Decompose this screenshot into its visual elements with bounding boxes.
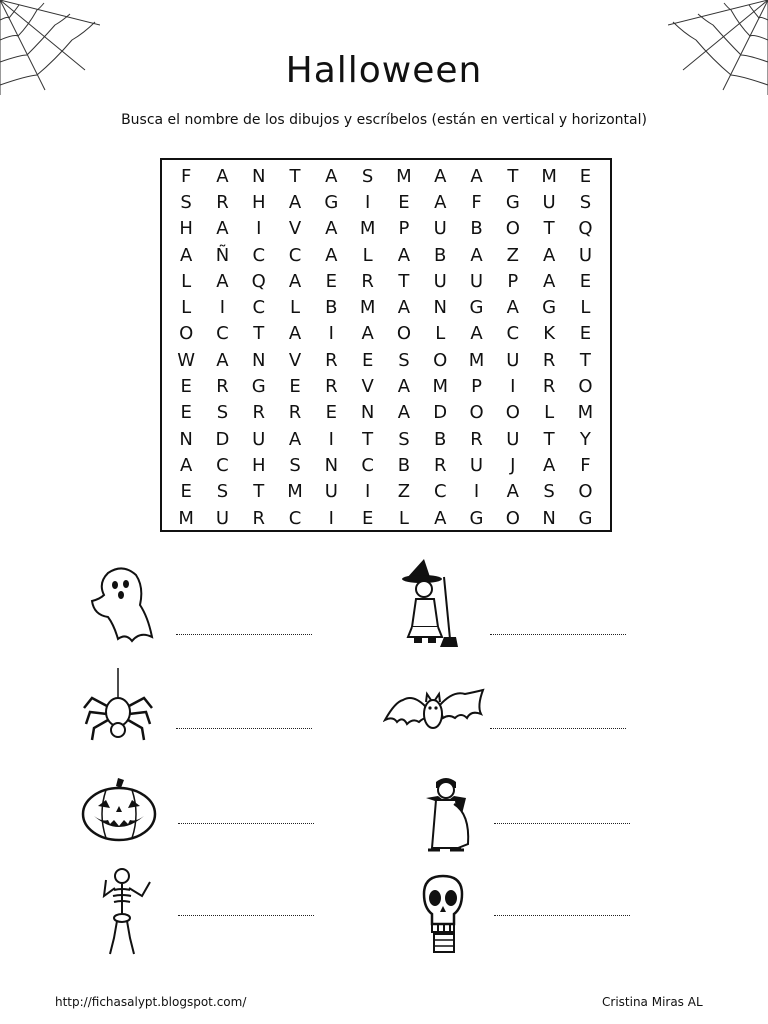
grid-cell[interactable]: Ñ (215, 244, 230, 266)
grid-cell[interactable]: A (216, 218, 229, 240)
grid-cell[interactable]: I (473, 481, 480, 503)
vampire-icon (418, 774, 474, 856)
grid-cell[interactable]: O (578, 376, 593, 398)
grid-cell[interactable]: L (580, 297, 591, 319)
grid-cell[interactable]: I (364, 191, 371, 213)
grid-cell[interactable]: W (177, 349, 196, 371)
grid-cell[interactable]: S (216, 402, 229, 424)
grid-cell[interactable]: I (510, 376, 516, 398)
grid-cell[interactable]: B (470, 218, 483, 240)
grid-cell[interactable]: N (179, 428, 193, 450)
grid-cell[interactable]: E (180, 402, 192, 424)
grid-cell[interactable]: T (398, 270, 410, 292)
grid-cell[interactable]: M (178, 507, 194, 529)
grid-cell[interactable]: H (251, 191, 266, 213)
grid-cell[interactable]: B (434, 244, 447, 266)
grid-cell[interactable]: O (505, 507, 520, 529)
grid-cell[interactable]: C (216, 323, 229, 345)
grid-cell[interactable]: L (181, 297, 192, 319)
grid-cell[interactable]: T (543, 428, 555, 450)
grid-row (168, 163, 606, 189)
grid-cell[interactable]: A (397, 402, 411, 424)
grid-cell[interactable]: U (542, 191, 556, 213)
answer-line-spider[interactable] (176, 728, 312, 729)
grid-row (168, 400, 606, 426)
grid-cell[interactable]: P (507, 270, 519, 292)
grid-cell[interactable]: E (361, 507, 374, 529)
grid-cell[interactable]: B (397, 454, 411, 476)
grid-cell[interactable]: V (288, 349, 302, 371)
grid-cell[interactable]: A (470, 323, 483, 345)
grid-cell[interactable]: R (325, 349, 338, 371)
grid-cell[interactable]: L (290, 297, 301, 319)
grid-cell[interactable]: O (396, 323, 412, 345)
grid-cell[interactable]: A (434, 191, 447, 213)
grid-cell[interactable]: C (506, 323, 520, 345)
instructions: Busca el nombre de los dibujos y escríbelos (están en vertical y horizontal) (121, 112, 647, 128)
grid-cell[interactable]: A (179, 244, 193, 266)
grid-cell[interactable]: C (288, 244, 302, 266)
grid-cell[interactable]: A (542, 244, 556, 266)
grid-cell[interactable]: A (216, 349, 229, 371)
answer-line-skeleton[interactable] (178, 915, 314, 916)
grid-cell[interactable]: G (469, 297, 484, 319)
grid-cell[interactable]: I (364, 481, 371, 503)
grid-cell[interactable]: C (252, 244, 266, 266)
grid-cell[interactable]: D (433, 402, 448, 424)
grid-cell[interactable]: M (468, 349, 485, 371)
grid-cell[interactable]: I (328, 507, 334, 529)
grid-row (168, 452, 606, 478)
grid-cell[interactable]: C (252, 297, 266, 319)
grid-cell[interactable]: D (215, 428, 230, 450)
grid-cell[interactable]: L (181, 270, 192, 292)
grid-cell[interactable]: M (287, 481, 303, 503)
witch-icon (396, 557, 460, 649)
grid-row (168, 426, 606, 452)
grid-cell[interactable]: E (579, 323, 592, 345)
grid-cell[interactable]: L (435, 323, 446, 345)
grid-cell[interactable]: V (361, 376, 374, 398)
grid-cell[interactable]: A (542, 454, 556, 476)
grid-cell[interactable]: A (361, 323, 374, 345)
grid-cell[interactable]: V (288, 218, 302, 240)
grid-row (168, 347, 606, 373)
word-search-grid (160, 158, 612, 532)
grid-cell[interactable]: S (543, 481, 555, 503)
footer-author: Cristina Miras AL (602, 995, 703, 1009)
grid-cell[interactable]: R (542, 376, 556, 398)
answer-line-witch[interactable] (490, 634, 626, 635)
grid-cell[interactable]: N (324, 454, 339, 476)
grid-row (168, 189, 606, 215)
grid-cell[interactable]: S (216, 481, 229, 503)
grid-cell[interactable]: S (398, 428, 410, 450)
grid-cell[interactable]: K (543, 323, 556, 345)
grid-cell[interactable]: J (510, 454, 516, 476)
grid-cell[interactable]: T (579, 349, 591, 371)
grid-cell[interactable]: E (579, 165, 592, 187)
grid-cell[interactable]: N (433, 297, 447, 319)
grid-cell[interactable]: O (578, 481, 593, 503)
grid-cell[interactable]: A (288, 323, 302, 345)
grid-cell[interactable]: P (471, 376, 482, 398)
grid-cell[interactable]: U (433, 218, 447, 240)
grid-cell[interactable]: T (507, 165, 519, 187)
grid-cell[interactable]: E (289, 376, 301, 398)
grid-cell[interactable]: R (216, 191, 229, 213)
grid-cell[interactable]: S (289, 454, 301, 476)
grid-cell[interactable]: A (288, 270, 302, 292)
footer-url[interactable]: http://fichasalypt.blogspot.com/ (55, 995, 247, 1009)
answer-line-skull[interactable] (494, 915, 630, 916)
grid-cell[interactable]: R (470, 428, 483, 450)
grid-cell[interactable]: A (434, 165, 447, 187)
grid-cell[interactable]: T (543, 218, 555, 240)
grid-cell[interactable]: T (253, 323, 265, 345)
grid-cell[interactable]: C (433, 481, 447, 503)
answer-line-bat[interactable] (490, 728, 626, 729)
grid-row (168, 505, 606, 531)
page-title: Halloween (285, 50, 483, 91)
grid-row (168, 321, 606, 347)
grid-cell[interactable]: M (577, 402, 594, 424)
answer-line-pumpkin[interactable] (178, 823, 314, 824)
grid-cell[interactable]: A (470, 244, 483, 266)
grid-cell[interactable]: A (288, 428, 302, 450)
grid-cell[interactable]: O (505, 402, 520, 424)
grid-cell[interactable]: A (179, 454, 193, 476)
pumpkin-icon (80, 776, 158, 842)
grid-cell[interactable]: G (469, 507, 484, 529)
grid-row (168, 268, 606, 294)
grid-cell[interactable]: M (432, 376, 448, 398)
grid-cell[interactable]: L (398, 507, 409, 529)
grid-cell[interactable]: A (434, 507, 447, 529)
grid-cell[interactable]: A (506, 297, 519, 319)
grid-cell[interactable]: A (216, 165, 229, 187)
grid-cell[interactable]: A (216, 270, 229, 292)
bat-icon (383, 686, 485, 742)
grid-row (168, 479, 606, 505)
grid-cell[interactable]: B (325, 297, 338, 319)
grid-cell[interactable]: U (215, 507, 230, 529)
skeleton-icon (100, 866, 160, 958)
grid-cell[interactable]: R (216, 376, 229, 398)
grid-cell[interactable]: A (542, 270, 556, 292)
grid-cell[interactable]: F (180, 165, 192, 187)
grid-cell[interactable]: M (359, 218, 376, 240)
grid-cell[interactable]: I (328, 428, 334, 450)
grid-cell[interactable]: F (580, 454, 591, 476)
grid-cell[interactable]: M (541, 165, 557, 187)
grid-cell[interactable]: O (505, 218, 520, 240)
grid-cell[interactable]: C (216, 454, 229, 476)
grid-cell[interactable]: M (359, 297, 376, 319)
grid-cell[interactable]: T (289, 165, 301, 187)
grid-cell[interactable]: T (362, 428, 374, 450)
grid-row (168, 294, 606, 320)
grid-cell[interactable]: Z (397, 481, 411, 503)
grid-cell[interactable]: R (433, 454, 447, 476)
grid-cell[interactable]: U (506, 349, 520, 371)
grid-cell[interactable]: A (288, 191, 302, 213)
grid-cell[interactable]: O (469, 402, 484, 424)
grid-cell[interactable]: G (578, 507, 593, 529)
grid-cell[interactable]: E (325, 270, 338, 292)
grid-row (168, 216, 606, 242)
grid-cell[interactable]: H (251, 454, 266, 476)
grid-cell[interactable]: Q (578, 218, 593, 240)
grid-cell[interactable]: U (324, 481, 338, 503)
grid-cell[interactable]: O (179, 323, 194, 345)
grid-cell[interactable]: A (325, 244, 338, 266)
grid-cell[interactable]: H (179, 218, 193, 240)
grid-row (168, 242, 606, 268)
grid-cell[interactable]: L (544, 402, 555, 424)
grid-cell[interactable]: S (579, 191, 592, 213)
grid-cell[interactable]: R (325, 376, 338, 398)
answer-line-ghost[interactable] (176, 634, 312, 635)
grid-cell[interactable]: A (506, 481, 519, 503)
grid-cell[interactable]: U (469, 454, 484, 476)
grid-cell[interactable]: I (328, 323, 334, 345)
grid-cell[interactable]: M (396, 165, 412, 187)
grid-row (168, 373, 606, 399)
grid-cell[interactable]: E (180, 376, 192, 398)
grid-cell[interactable]: I (219, 297, 226, 319)
grid-cell[interactable]: F (471, 191, 482, 213)
grid-cell[interactable]: A (397, 297, 411, 319)
grid-cell[interactable]: U (578, 244, 592, 266)
grid-cell[interactable]: G (251, 376, 266, 398)
grid-cell[interactable]: A (325, 165, 338, 187)
skull-icon (418, 872, 468, 954)
grid-cell[interactable]: N (542, 507, 556, 529)
grid-cell[interactable]: U (506, 428, 520, 450)
grid-cell[interactable]: I (256, 218, 262, 240)
ghost-icon (88, 565, 158, 647)
grid-cell[interactable]: S (180, 191, 192, 213)
grid-cell[interactable]: S (361, 165, 374, 187)
grid-cell[interactable]: U (252, 428, 266, 450)
grid-cell[interactable]: P (398, 218, 410, 240)
grid-cell[interactable]: O (433, 349, 448, 371)
grid-cell[interactable]: S (398, 349, 410, 371)
grid-cell[interactable]: E (398, 191, 410, 213)
grid-cell[interactable]: C (288, 507, 302, 529)
grid-cell[interactable]: U (469, 270, 484, 292)
grid-cell[interactable]: G (324, 191, 339, 213)
grid-cell[interactable]: A (470, 165, 483, 187)
grid-cell[interactable]: E (579, 270, 592, 292)
grid-cell[interactable]: N (360, 402, 375, 424)
grid-cell[interactable]: A (325, 218, 338, 240)
grid-cell[interactable]: G (505, 191, 520, 213)
grid-cell[interactable]: B (434, 428, 447, 450)
grid-cell[interactable]: Q (251, 270, 266, 292)
grid-cell[interactable]: E (180, 481, 192, 503)
grid-cell[interactable]: E (361, 349, 374, 371)
grid-cell[interactable]: L (362, 244, 373, 266)
grid-cell[interactable]: N (252, 165, 266, 187)
grid-cell[interactable]: R (252, 507, 265, 529)
grid-cell[interactable]: N (252, 349, 266, 371)
grid-cell[interactable]: A (397, 244, 411, 266)
grid-cell[interactable]: R (252, 402, 265, 424)
grid-cell[interactable]: G (542, 297, 557, 319)
grid-cell[interactable]: E (325, 402, 338, 424)
grid-cell[interactable]: U (433, 270, 447, 292)
answer-line-vampire[interactable] (494, 823, 630, 824)
grid-cell[interactable]: T (253, 481, 265, 503)
grid-cell[interactable]: R (361, 270, 374, 292)
grid-cell[interactable]: Y (579, 428, 591, 450)
spider-icon (82, 668, 158, 744)
grid-cell[interactable]: R (288, 402, 302, 424)
grid-cell[interactable]: C (361, 454, 374, 476)
grid-cell[interactable]: A (397, 376, 411, 398)
grid-cell[interactable]: Z (506, 244, 519, 266)
grid-cell[interactable]: R (542, 349, 556, 371)
